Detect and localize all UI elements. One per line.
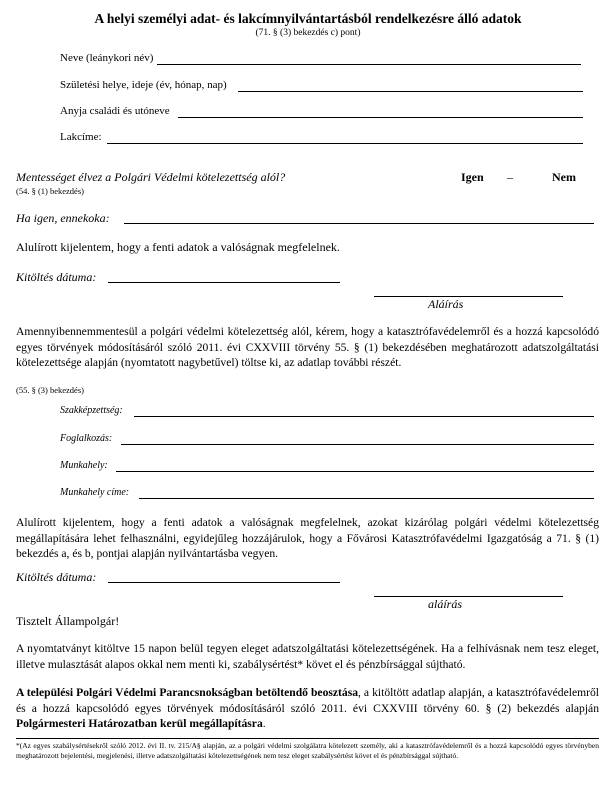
field-occupation-line[interactable]	[121, 444, 594, 445]
field-qualification-label: Szakképzettség:	[60, 405, 123, 416]
field-name-line[interactable]	[157, 64, 581, 65]
signature-line-1[interactable]	[374, 296, 563, 297]
field-birth-line[interactable]	[238, 91, 583, 92]
field-occupation-label: Foglalkozás:	[60, 433, 113, 444]
field-mother-label: Anyja családi és utóneve	[60, 105, 170, 117]
field-workplace-address-line[interactable]	[139, 498, 594, 499]
field-qualification-line[interactable]	[134, 416, 594, 417]
final-paragraph	[16, 685, 599, 732]
page-title: A helyi személyi adat- és lakcímnyilvántartásból rendelkezésre álló adatok	[94, 11, 522, 26]
greeting: Tisztelt Állampolgár!	[16, 614, 120, 628]
footnote-separator	[16, 738, 599, 739]
exempt-paragraph: Amennyibennemmentesül a polgári védelmi kötelezettség alól, kérem, hogy a katasztrófavédelemről és a hozzá kapcsolódó egyes törvények módosításáról szóló 2011. évi CXXVIII törvény 55. § (1) bekezdésében meghatározott adatszolgáltatási kötelezettsége alapján (nyomtatott nagybetűvel) töltse ki, az adatlap további részét.	[16, 325, 599, 369]
exemption-question: Mentességet élvez a Polgári Védelmi kötelezettség alól?	[16, 170, 286, 184]
field-mother-line[interactable]	[178, 117, 583, 118]
signature-line-2[interactable]	[374, 596, 563, 597]
field-address-line[interactable]	[107, 143, 583, 144]
deadline-paragraph: A nyomtatványt kitöltve 15 napon belül tegyen eleget adatszolgáltatási kötelezettségének. Ha a felhívásnak nem tesz eleget, illetve mulasztását alapos okkal nem menti ki, szabálysértést* követ el és pénzbírsággal sújtható.	[16, 642, 599, 671]
declaration-2: Alulírott kijelentem, hogy a fenti adatok a valóságnak megfelelnek, azokat kizárólag polgári védelmi kötelezettség megállapítására lehet felhasználni, egyidejűleg hozzájárulok, hogy a Fővárosi Katasztrófavédelmi Igazgatóság a 71. § (1) bekezdés a, és b, pontjai alapján nyilvántartásba vegyen.	[16, 516, 599, 560]
if-yes-line[interactable]	[124, 223, 594, 224]
footnote: *(Az egyes szabálysértésekről szóló 2012. évi II. tv. 215/A§ alapján, az a polgári védelmi szolgálatra kötelezett személy, aki a katasztrófavédelemről és a hozzá kapcsolódó egyes törvényben meghatározott bejelentési, megjelenési, illetve adatszolgáltatási kötelezettségének nem tesz eleget szabálysértést követ el és pénzbírsággal sújtható.	[16, 741, 599, 760]
field-name-label: Neve (leánykori név)	[60, 52, 154, 64]
page-subtitle: (71. § (3) bekezdés c) pont)	[255, 28, 361, 38]
signature-label-2: aláírás	[428, 597, 463, 611]
date-label-1: Kitöltés dátuma:	[16, 270, 97, 284]
exemption-yes[interactable]: Igen	[461, 170, 484, 184]
date-label-2: Kitöltés dátuma:	[16, 570, 97, 584]
date-line-1[interactable]	[108, 282, 340, 283]
if-yes-label: Ha igen, ennekoka:	[16, 211, 110, 225]
exemption-ref: (54. § (1) bekezdés)	[16, 186, 84, 196]
final-bold-1: A települési Polgári Védelmi Parancsnokságban betöltendő beosztása	[16, 686, 358, 699]
final-end: .	[262, 717, 266, 730]
field-workplace-label: Munkahely:	[60, 460, 108, 471]
signature-label-1: Aláírás	[428, 297, 464, 311]
ref-55: (55. § (3) bekezdés)	[16, 385, 84, 395]
exemption-no[interactable]: Nem	[552, 170, 576, 184]
final-text-1: , a kitöltött adatlap alapján, a katasztrófavédelemről és a hozzá kapcsolódó egyes törvények módosításáról szóló 2011. évi CXXVIII törvény 60. § (2) bekezdés alapján	[16, 686, 599, 715]
field-birth-label: Születési helye, ideje (év, hónap, nap)	[60, 79, 227, 91]
final-bold-2: Polgármesteri Határozatban kerül megállapításra	[16, 717, 263, 730]
field-address-label: Lakcíme:	[60, 131, 102, 143]
exemption-dash: –	[507, 170, 513, 184]
date-line-2[interactable]	[108, 582, 340, 583]
field-workplace-address-label: Munkahely címe:	[60, 487, 130, 498]
declaration-1: Alulírott kijelentem, hogy a fenti adatok a valóságnak megfelelnek.	[16, 240, 340, 254]
field-workplace-line[interactable]	[116, 471, 594, 472]
